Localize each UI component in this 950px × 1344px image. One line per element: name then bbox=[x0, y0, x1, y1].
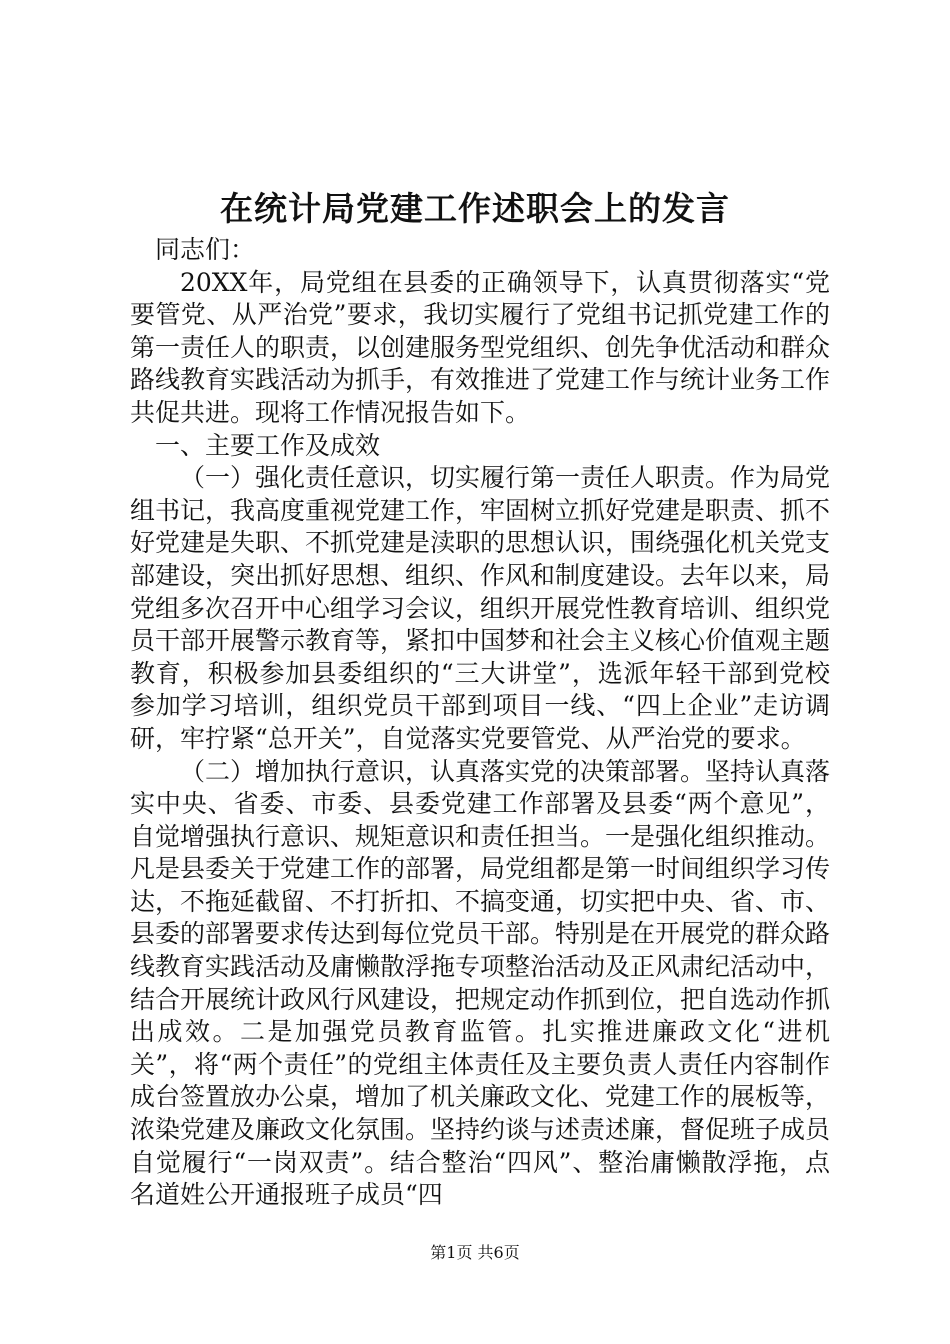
paragraph-execution: （二）增加执行意识，认真落实党的决策部署。坚持认真落实中央、省委、市委、县委党建工作部署及县委“两个意见”，自觉增强执行意识、规矩意识和责任担当。一是强化组织推动。凡是县委关于党建工作的部署，局党组都是第一时间组织学习传达，不拖延截留、不打折扣、不搞变通，切实把中央、省、市、县委的部署要求传达到每位党员干部。特别是在开展党的群众路线教育实践活动及庸懒散浮拖专项整治活动及正风肃纪活动中，结合开展统计政风行风建设，把规定动作抓到位，把自选动作抓出成效。二是加强党员教育监管。扎实推进廉政文化“进机关”，将“两个责任”的党组主体责任及主要负责人责任内容制作成台签置放办公桌，增加了机关廉政文化、党建工作的展板等，浓染党建及廉政文化氛围。坚持约谈与述责述廉，督促班子成员自觉履行“一岗双责”。结合整治“四风”、整治庸懒散浮拖，点名道姓公开通报班子成员“四 bbox=[130, 756, 831, 1210]
section-heading: 一、主要工作及成效 bbox=[155, 430, 381, 460]
document-body bbox=[130, 234, 830, 1212]
paragraph-intro: 20XX年，局党组在县委的正确领导下，认真贯彻落实“党要管党、从严治党”要求，我切实履行了党组书记抓党建工作的第一责任人的职责，以创建服务型党组织、创先争优活动和群众路线教育实践活动为抓手，有效推进了党建工作与统计业务工作共促共进。现将工作情况报告如下。 bbox=[130, 267, 831, 427]
paragraph-responsibility: （一）强化责任意识，切实履行第一责任人职责。作为局党组书记，我高度重视党建工作，牢固树立抓好党建是职责、抓不好党建是失职、不抓党建是渎职的思想认识，围绕强化机关党支部建设，突出抓好思想、组织、作风和制度建设。去年以来，局党组多次召开中心组学习会议，组织开展党性教育培训、组织党员干部开展警示教育等，紧扣中国梦和社会主义核心价值观主题教育，积极参加县委组织的“三大讲堂”，选派年轻干部到党校参加学习培训，组织党员干部到项目一线、“四上企业”走访调研，牢拧紧“总开关”，自觉落实党要管党、从严治党的要求。 bbox=[130, 463, 831, 753]
page-footer: 第1页 共6页 bbox=[430, 1243, 520, 1262]
greeting: 同志们： bbox=[155, 235, 256, 264]
document-title: 在统计局党建工作述职会上的发言 bbox=[220, 189, 730, 228]
